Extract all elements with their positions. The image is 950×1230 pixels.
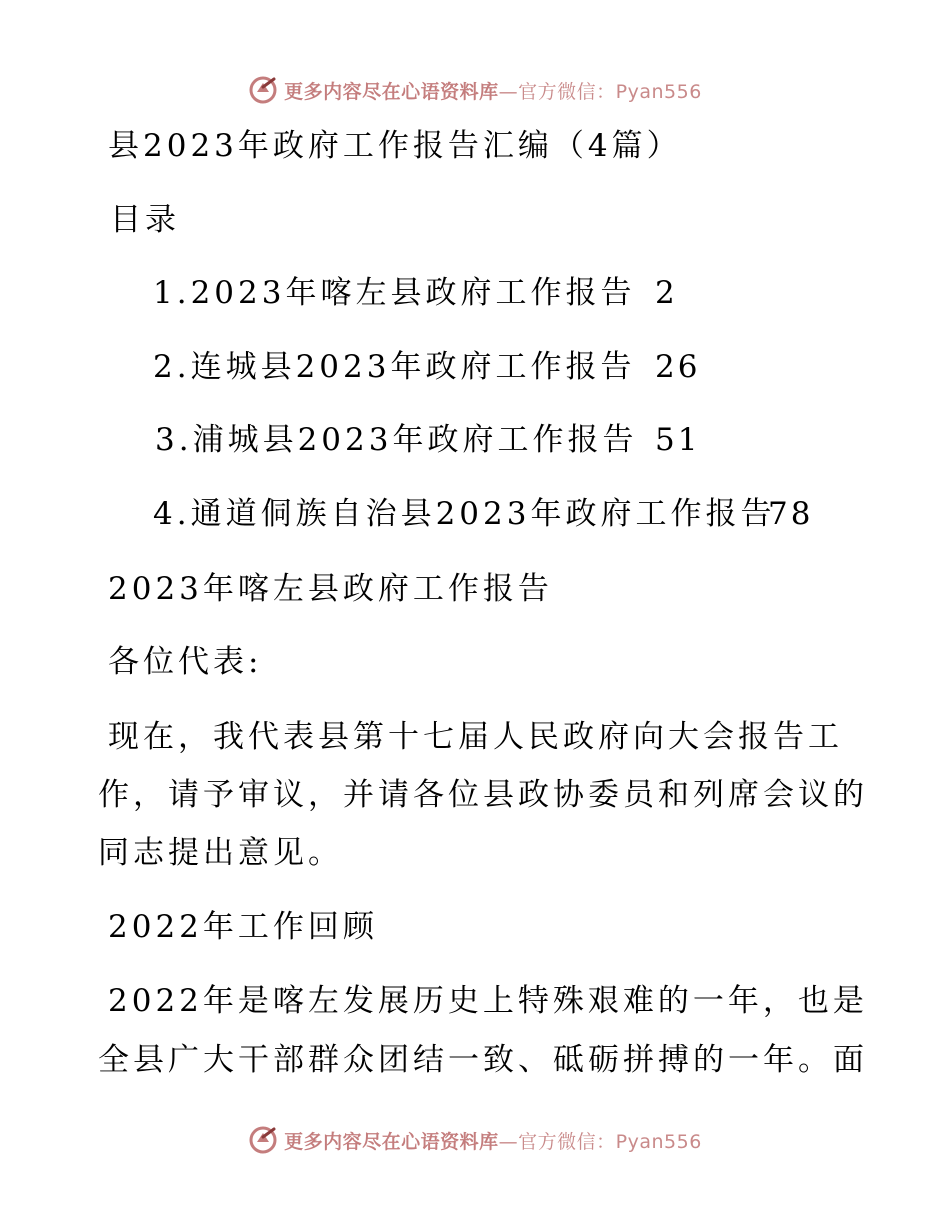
toc-heading: 目录 [110, 202, 180, 238]
toc-item-2[interactable]: 2.连城县2023年政府工作报告 [153, 349, 636, 385]
watermark-text [284, 1127, 702, 1154]
paragraph-line: 作，请予审议，并请各位县政协委员和列席会议的 [98, 777, 868, 813]
brand-logo-icon [248, 1125, 278, 1155]
paragraph-line: 同志提出意见。 [98, 835, 343, 871]
toc-item-3[interactable]: 3.浦城县2023年政府工作报告 [155, 422, 638, 458]
footer-watermark [0, 1120, 950, 1160]
watermark-brand: 更多内容尽在心语资料库 [284, 80, 499, 103]
watermark-account: 官方微信：Pyan556 [518, 1130, 702, 1153]
toc-page-1: 2 [655, 275, 678, 311]
toc-page-3: 51 [655, 422, 701, 458]
watermark-separator: — [498, 1130, 519, 1153]
subheading: 2022年工作回顾 [108, 909, 378, 945]
watermark-separator: — [498, 80, 519, 103]
paragraph-line: 全县广大干部群众团结一致、砥砺拼搏的一年。面 [98, 1042, 868, 1078]
section-title: 2023年喀左县政府工作报告 [108, 571, 553, 607]
salutation: 各位代表: [108, 644, 263, 680]
watermark-brand: 更多内容尽在心语资料库 [284, 1130, 499, 1153]
toc-page-2: 26 [655, 349, 701, 385]
toc-page-4: 78 [768, 496, 814, 532]
header-watermark [0, 70, 950, 110]
document-title: 县2023年政府工作报告汇编（4篇） [108, 128, 682, 164]
paragraph-line: 现在，我代表县第十七届人民政府向大会报告工 [108, 719, 843, 755]
toc-item-1[interactable]: 1.2023年喀左县政府工作报告 [153, 275, 636, 311]
paragraph-line: 2022年是喀左发展历史上特殊艰难的一年，也是 [108, 983, 868, 1019]
watermark-account: 官方微信：Pyan556 [518, 80, 702, 103]
watermark-text [284, 77, 702, 104]
brand-logo-icon [248, 75, 278, 105]
toc-item-4[interactable]: 4.通道侗族自治县2023年政府工作报告 [153, 496, 776, 532]
